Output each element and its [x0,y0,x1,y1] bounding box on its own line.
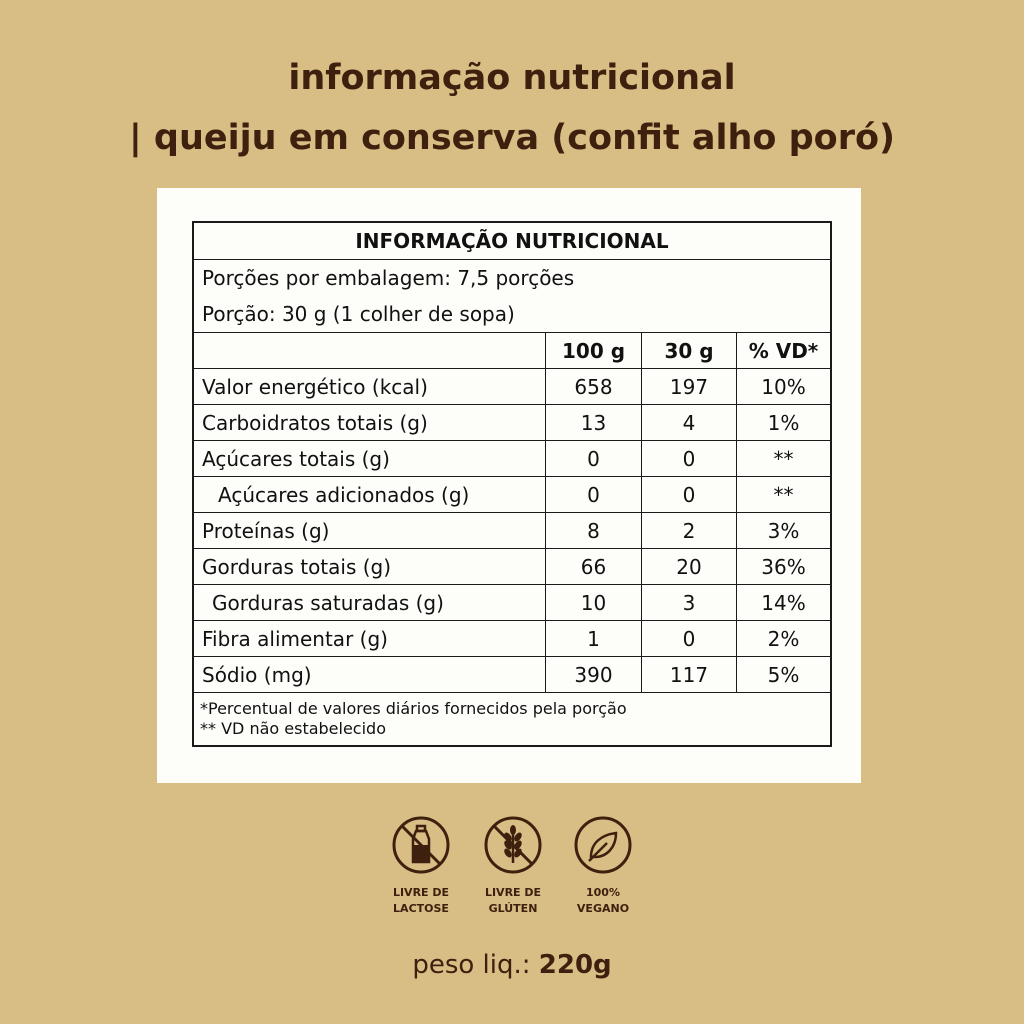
badge-label: LIVRE DE GLÚTEN [484,886,542,915]
leaf-icon [573,815,633,875]
badge-label: LIVRE DE LACTOSE [392,886,450,915]
badges [0,815,1024,925]
row-value-30g: 117 [641,657,736,692]
net-weight [0,940,1024,990]
footnote-vd: ** VD não estabelecido [200,719,386,738]
row-label: Proteínas (g) [202,518,330,543]
row-value-vd: 1% [736,405,830,440]
page-title-line1: informação nutricional [288,58,736,98]
column-header-label [194,333,545,368]
row-label: Carboidratos totais (g) [202,410,428,435]
table-row [194,584,830,620]
row-label: Gorduras totais (g) [202,554,392,579]
no-milk-bottle-icon [391,815,451,875]
row-value-vd: 10% [736,369,830,404]
serving-size-row [194,296,830,332]
row-value-30g: 4 [641,405,736,440]
row-value-100g: 390 [545,657,641,692]
row-label: Sódio (mg) [202,662,312,687]
table-heading: INFORMAÇÃO NUTRICIONAL [355,229,669,253]
row-value-vd: 2% [736,621,830,656]
servings-row [194,259,830,296]
table-row [194,440,830,476]
footnote-percent: *Percentual de valores diários fornecidos pela porção [200,699,627,718]
row-value-30g: 197 [641,369,736,404]
row-label: Açúcares totais (g) [202,446,390,471]
table-row [194,368,830,404]
row-value-vd: 3% [736,513,830,548]
servings-per-package: Porções por embalagem: 7,5 porções [202,266,575,290]
row-value-30g: 2 [641,513,736,548]
row-value-30g: 0 [641,441,736,476]
table-heading-row [194,223,830,259]
row-value-vd: ** [736,477,830,512]
row-value-vd: 14% [736,585,830,620]
column-header-30g: 30 g [641,333,736,368]
row-value-30g: 0 [641,621,736,656]
row-value-100g: 10 [545,585,641,620]
table-row [194,548,830,584]
row-label: Gorduras saturadas (g) [212,590,444,615]
badge-gluten-free [468,815,558,917]
serving-size: Porção: 30 g (1 colher de sopa) [202,302,515,326]
row-label: Valor energético (kcal) [202,374,428,399]
row-value-100g: 1 [545,621,641,656]
row-value-100g: 66 [545,549,641,584]
no-wheat-icon [483,815,543,875]
table-row [194,476,830,512]
badge-label: 100% VEGANO [576,886,630,915]
row-value-vd: 5% [736,657,830,692]
nutrition-table [192,221,832,747]
row-value-100g: 13 [545,405,641,440]
table-row [194,620,830,656]
row-value-vd: ** [736,441,830,476]
row-value-vd: 36% [736,549,830,584]
column-header-100g: 100 g [545,333,641,368]
row-value-100g: 0 [545,441,641,476]
row-label: Fibra alimentar (g) [202,626,388,651]
nutrition-card [157,188,861,783]
page-title-line2: | queiju em conserva (confit alho poró) [128,118,896,158]
row-value-100g: 8 [545,513,641,548]
row-value-30g: 3 [641,585,736,620]
net-weight-prefix: peso liq.: [412,950,531,980]
column-header-vd: % VD* [736,333,830,368]
row-label: Açúcares adicionados (g) [218,482,470,507]
row-value-100g: 658 [545,369,641,404]
badge-lactose-free [376,815,466,917]
row-value-30g: 20 [641,549,736,584]
badge-vegan [558,815,648,917]
table-row [194,656,830,692]
table-footnotes [194,692,830,745]
row-value-100g: 0 [545,477,641,512]
table-row [194,404,830,440]
row-value-30g: 0 [641,477,736,512]
net-weight-value: 220g [538,950,612,980]
table-row [194,512,830,548]
column-header-row [194,332,830,368]
